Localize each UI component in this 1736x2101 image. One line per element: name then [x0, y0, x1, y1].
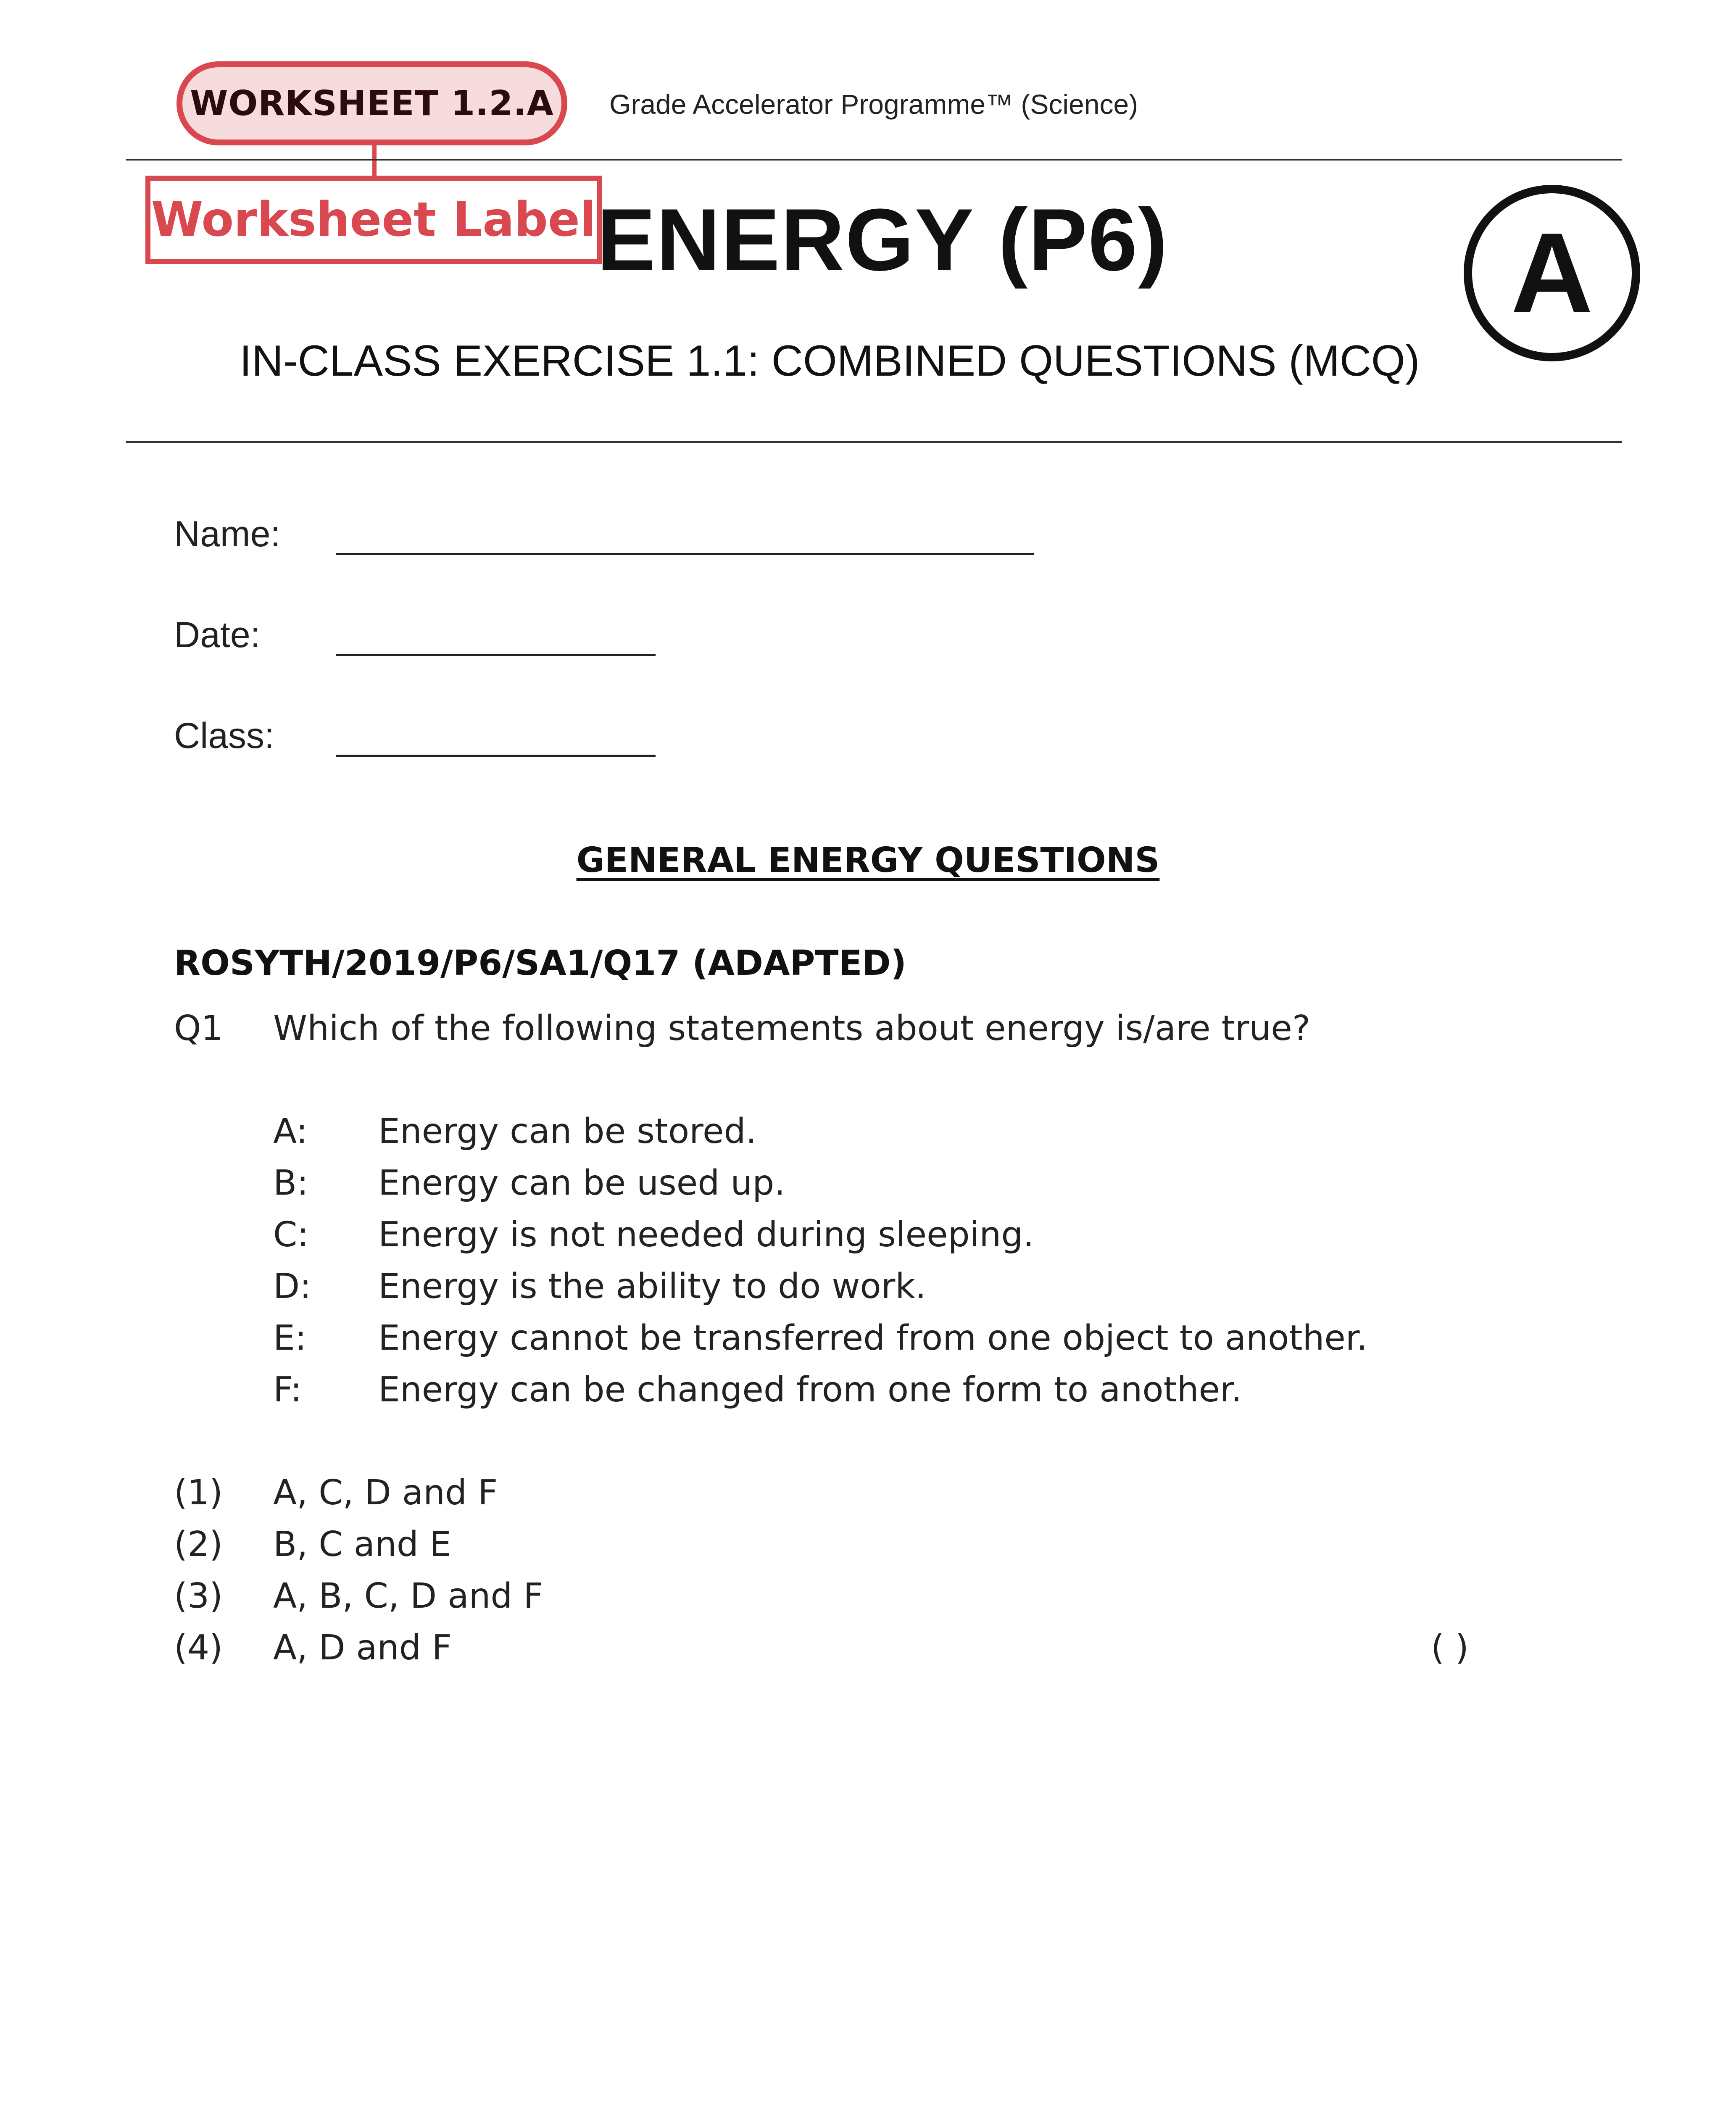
- option-text: A, D and F: [273, 1628, 452, 1668]
- section-heading-text: GENERAL ENERGY QUESTIONS: [576, 840, 1160, 880]
- name-label: Name:: [174, 514, 281, 554]
- question-prompt: Which of the following statements about energy is/are true?: [273, 1008, 1311, 1048]
- statement-letter: F:: [273, 1370, 302, 1410]
- statement-letter: C:: [273, 1215, 309, 1255]
- statement-text: Energy cannot be transferred from one object to another.: [378, 1318, 1368, 1358]
- exercise-subtitle: IN-CLASS EXERCISE 1.1: COMBINED QUESTIONS (MCQ): [240, 337, 1420, 385]
- option-number: (1): [174, 1473, 223, 1513]
- programme-name: Grade Accelerator Programme™ (Science): [609, 89, 1138, 120]
- statement-text: Energy can be used up.: [378, 1163, 785, 1203]
- statement-text: Energy is not needed during sleeping.: [378, 1215, 1034, 1255]
- option-text: B, C and E: [273, 1524, 451, 1564]
- class-field[interactable]: [336, 755, 656, 757]
- option-number: (3): [174, 1576, 223, 1616]
- header-bottom-rule: [126, 441, 1622, 443]
- option-text: A, C, D and F: [273, 1473, 498, 1513]
- question-number: Q1: [174, 1008, 223, 1048]
- answer-box[interactable]: ( ): [1431, 1628, 1469, 1668]
- statement-letter: B:: [273, 1163, 308, 1203]
- date-field[interactable]: [336, 654, 656, 656]
- level-a-badge: [1464, 185, 1640, 361]
- callout-connector: [372, 145, 377, 176]
- statement-text: Energy can be stored.: [378, 1111, 757, 1151]
- option-number: (4): [174, 1628, 223, 1668]
- page-title: ENERGY (P6): [597, 190, 1169, 289]
- statement-text: Energy is the ability to do work.: [378, 1266, 926, 1306]
- header-top-rule: [126, 159, 1622, 161]
- worksheet-label-callout: Worksheet Label: [145, 176, 602, 264]
- name-field[interactable]: [336, 553, 1034, 555]
- option-text: A, B, C, D and F: [273, 1576, 543, 1616]
- statement-letter: D:: [273, 1266, 311, 1306]
- date-label: Date:: [174, 615, 261, 655]
- worksheet-badge: WORKSHEET 1.2.A: [176, 61, 567, 145]
- statement-letter: E:: [273, 1318, 307, 1358]
- class-label: Class:: [174, 716, 274, 756]
- option-number: (2): [174, 1524, 223, 1564]
- level-badge-letter: A: [1511, 210, 1593, 336]
- statement-text: Energy can be changed from one form to another.: [378, 1370, 1242, 1410]
- question-source: ROSYTH/2019/P6/SA1/Q17 (ADAPTED): [174, 943, 907, 983]
- statement-letter: A:: [273, 1111, 308, 1151]
- section-heading: [0, 840, 1736, 880]
